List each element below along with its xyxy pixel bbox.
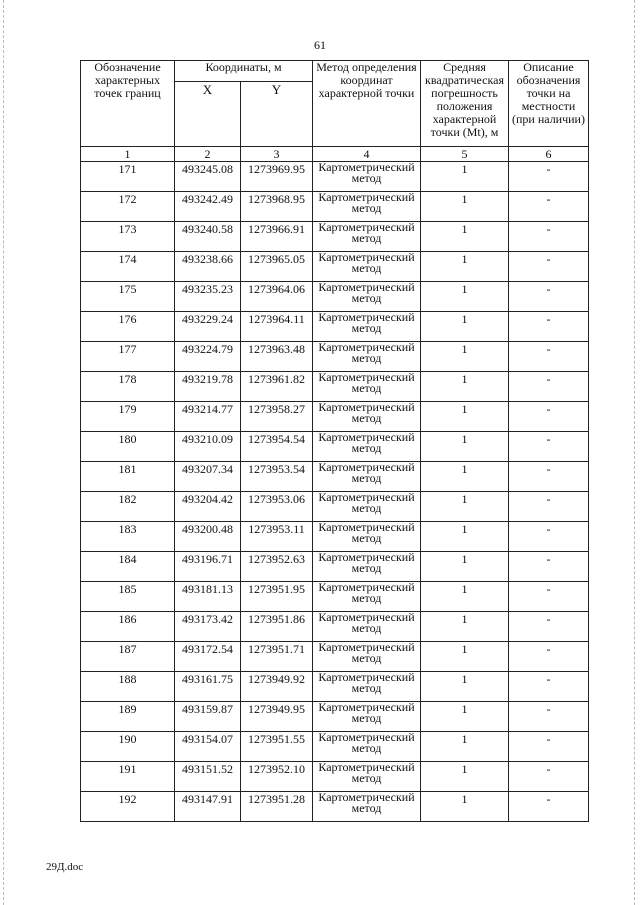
y-cell: 1273953.54	[241, 462, 313, 492]
method-cell: Картометрический метод	[313, 162, 421, 192]
y-cell: 1273953.11	[241, 522, 313, 552]
x-cell: 493214.77	[175, 402, 241, 432]
column-number: 2	[175, 147, 241, 162]
coordinates-table	[80, 60, 589, 822]
error-cell: 1	[421, 222, 509, 252]
point-cell: 192	[81, 792, 175, 822]
column-number: 6	[509, 147, 589, 162]
footer-filename: 29Д.doc	[46, 861, 84, 873]
x-cell: 493147.91	[175, 792, 241, 822]
error-cell: 1	[421, 252, 509, 282]
error-cell: 1	[421, 402, 509, 432]
method-cell: Картометрический метод	[313, 732, 421, 762]
description-cell: -	[509, 522, 589, 552]
description-cell: -	[509, 492, 589, 522]
x-cell: 493161.75	[175, 672, 241, 702]
point-cell: 172	[81, 192, 175, 222]
table-row	[81, 792, 589, 822]
error-cell: 1	[421, 282, 509, 312]
description-cell: -	[509, 552, 589, 582]
table-row	[81, 252, 589, 282]
x-cell: 493245.08	[175, 162, 241, 192]
point-cell: 181	[81, 462, 175, 492]
table-row	[81, 612, 589, 642]
column-number: 3	[241, 147, 313, 162]
table-row	[81, 432, 589, 462]
point-cell: 183	[81, 522, 175, 552]
y-cell: 1273965.05	[241, 252, 313, 282]
error-cell: 1	[421, 192, 509, 222]
method-cell: Картометрический метод	[313, 402, 421, 432]
error-cell: 1	[421, 372, 509, 402]
table-row	[81, 702, 589, 732]
scan-edge-left	[3, 0, 5, 905]
description-cell: -	[509, 342, 589, 372]
error-cell: 1	[421, 642, 509, 672]
table-row	[81, 462, 589, 492]
x-cell: 493207.34	[175, 462, 241, 492]
x-cell: 493151.52	[175, 762, 241, 792]
header-description: Описание обозначения точки на местности (при наличии)	[509, 61, 589, 147]
y-cell: 1273951.55	[241, 732, 313, 762]
point-cell: 188	[81, 672, 175, 702]
table-row	[81, 762, 589, 792]
description-cell: -	[509, 252, 589, 282]
error-cell: 1	[421, 612, 509, 642]
point-cell: 174	[81, 252, 175, 282]
column-number: 5	[421, 147, 509, 162]
x-cell: 493240.58	[175, 222, 241, 252]
header-method: Метод определения координат характерной точки	[313, 61, 421, 147]
method-cell: Картометрический метод	[313, 282, 421, 312]
y-cell: 1273951.86	[241, 612, 313, 642]
y-cell: 1273963.48	[241, 342, 313, 372]
method-cell: Картометрический метод	[313, 702, 421, 732]
y-cell: 1273951.71	[241, 642, 313, 672]
description-cell: -	[509, 192, 589, 222]
description-cell: -	[509, 732, 589, 762]
description-cell: -	[509, 372, 589, 402]
description-cell: -	[509, 672, 589, 702]
x-cell: 493210.09	[175, 432, 241, 462]
method-cell: Картометрический метод	[313, 252, 421, 282]
y-cell: 1273951.95	[241, 582, 313, 612]
column-number: 1	[81, 147, 175, 162]
table-row	[81, 282, 589, 312]
y-cell: 1273952.10	[241, 762, 313, 792]
error-cell: 1	[421, 582, 509, 612]
point-cell: 187	[81, 642, 175, 672]
description-cell: -	[509, 312, 589, 342]
table-row	[81, 372, 589, 402]
table-row	[81, 162, 589, 192]
method-cell: Картометрический метод	[313, 762, 421, 792]
header-coordinates: Координаты, м	[175, 61, 313, 82]
x-cell: 493181.13	[175, 582, 241, 612]
point-cell: 191	[81, 762, 175, 792]
header-error: Средняя квадратическая погрешность положения характерной точки (Mt), м	[421, 61, 509, 147]
point-cell: 180	[81, 432, 175, 462]
page-number: 61	[314, 38, 326, 52]
method-cell: Картометрический метод	[313, 642, 421, 672]
header-x: X	[175, 82, 241, 147]
error-cell: 1	[421, 162, 509, 192]
description-cell: -	[509, 702, 589, 732]
method-cell: Картометрический метод	[313, 462, 421, 492]
description-cell: -	[509, 792, 589, 822]
x-cell: 493173.42	[175, 612, 241, 642]
description-cell: -	[509, 162, 589, 192]
header-y: Y	[241, 82, 313, 147]
error-cell: 1	[421, 672, 509, 702]
y-cell: 1273958.27	[241, 402, 313, 432]
x-cell: 493229.24	[175, 312, 241, 342]
point-cell: 175	[81, 282, 175, 312]
scan-edge-right	[634, 0, 636, 905]
y-cell: 1273949.95	[241, 702, 313, 732]
x-cell: 493196.71	[175, 552, 241, 582]
table-row	[81, 522, 589, 552]
method-cell: Картометрический метод	[313, 192, 421, 222]
point-cell: 177	[81, 342, 175, 372]
point-cell: 184	[81, 552, 175, 582]
table-row	[81, 342, 589, 372]
y-cell: 1273964.11	[241, 312, 313, 342]
x-cell: 493242.49	[175, 192, 241, 222]
description-cell: -	[509, 462, 589, 492]
table-row	[81, 192, 589, 222]
description-cell: -	[509, 432, 589, 462]
table-row	[81, 492, 589, 522]
table-row	[81, 642, 589, 672]
y-cell: 1273954.54	[241, 432, 313, 462]
y-cell: 1273966.91	[241, 222, 313, 252]
x-cell: 493204.42	[175, 492, 241, 522]
point-cell: 171	[81, 162, 175, 192]
method-cell: Картометрический метод	[313, 792, 421, 822]
error-cell: 1	[421, 792, 509, 822]
error-cell: 1	[421, 762, 509, 792]
method-cell: Картометрический метод	[313, 582, 421, 612]
point-cell: 173	[81, 222, 175, 252]
y-cell: 1273969.95	[241, 162, 313, 192]
method-cell: Картометрический метод	[313, 612, 421, 642]
table-row	[81, 222, 589, 252]
table-row	[81, 312, 589, 342]
table-row	[81, 552, 589, 582]
header-point: Обозначение характерных точек границ	[81, 61, 175, 147]
description-cell: -	[509, 222, 589, 252]
description-cell: -	[509, 402, 589, 432]
x-cell: 493238.66	[175, 252, 241, 282]
x-cell: 493200.48	[175, 522, 241, 552]
column-number: 4	[313, 147, 421, 162]
point-cell: 178	[81, 372, 175, 402]
table-row	[81, 582, 589, 612]
y-cell: 1273961.82	[241, 372, 313, 402]
x-cell: 493154.07	[175, 732, 241, 762]
description-cell: -	[509, 612, 589, 642]
method-cell: Картометрический метод	[313, 222, 421, 252]
y-cell: 1273953.06	[241, 492, 313, 522]
x-cell: 493172.54	[175, 642, 241, 672]
point-cell: 189	[81, 702, 175, 732]
y-cell: 1273952.63	[241, 552, 313, 582]
point-cell: 182	[81, 492, 175, 522]
error-cell: 1	[421, 552, 509, 582]
y-cell: 1273951.28	[241, 792, 313, 822]
method-cell: Картометрический метод	[313, 312, 421, 342]
method-cell: Картометрический метод	[313, 342, 421, 372]
error-cell: 1	[421, 702, 509, 732]
error-cell: 1	[421, 432, 509, 462]
method-cell: Картометрический метод	[313, 522, 421, 552]
x-cell: 493224.79	[175, 342, 241, 372]
x-cell: 493159.87	[175, 702, 241, 732]
description-cell: -	[509, 642, 589, 672]
error-cell: 1	[421, 492, 509, 522]
description-cell: -	[509, 282, 589, 312]
error-cell: 1	[421, 312, 509, 342]
point-cell: 176	[81, 312, 175, 342]
description-cell: -	[509, 582, 589, 612]
point-cell: 179	[81, 402, 175, 432]
error-cell: 1	[421, 462, 509, 492]
y-cell: 1273964.06	[241, 282, 313, 312]
error-cell: 1	[421, 342, 509, 372]
table-row	[81, 732, 589, 762]
method-cell: Картометрический метод	[313, 372, 421, 402]
method-cell: Картометрический метод	[313, 432, 421, 462]
method-cell: Картометрический метод	[313, 492, 421, 522]
table-row	[81, 402, 589, 432]
x-cell: 493235.23	[175, 282, 241, 312]
point-cell: 190	[81, 732, 175, 762]
description-cell: -	[509, 762, 589, 792]
table-row	[81, 672, 589, 702]
error-cell: 1	[421, 732, 509, 762]
y-cell: 1273949.92	[241, 672, 313, 702]
x-cell: 493219.78	[175, 372, 241, 402]
y-cell: 1273968.95	[241, 192, 313, 222]
point-cell: 185	[81, 582, 175, 612]
method-cell: Картометрический метод	[313, 672, 421, 702]
point-cell: 186	[81, 612, 175, 642]
error-cell: 1	[421, 522, 509, 552]
method-cell: Картометрический метод	[313, 552, 421, 582]
